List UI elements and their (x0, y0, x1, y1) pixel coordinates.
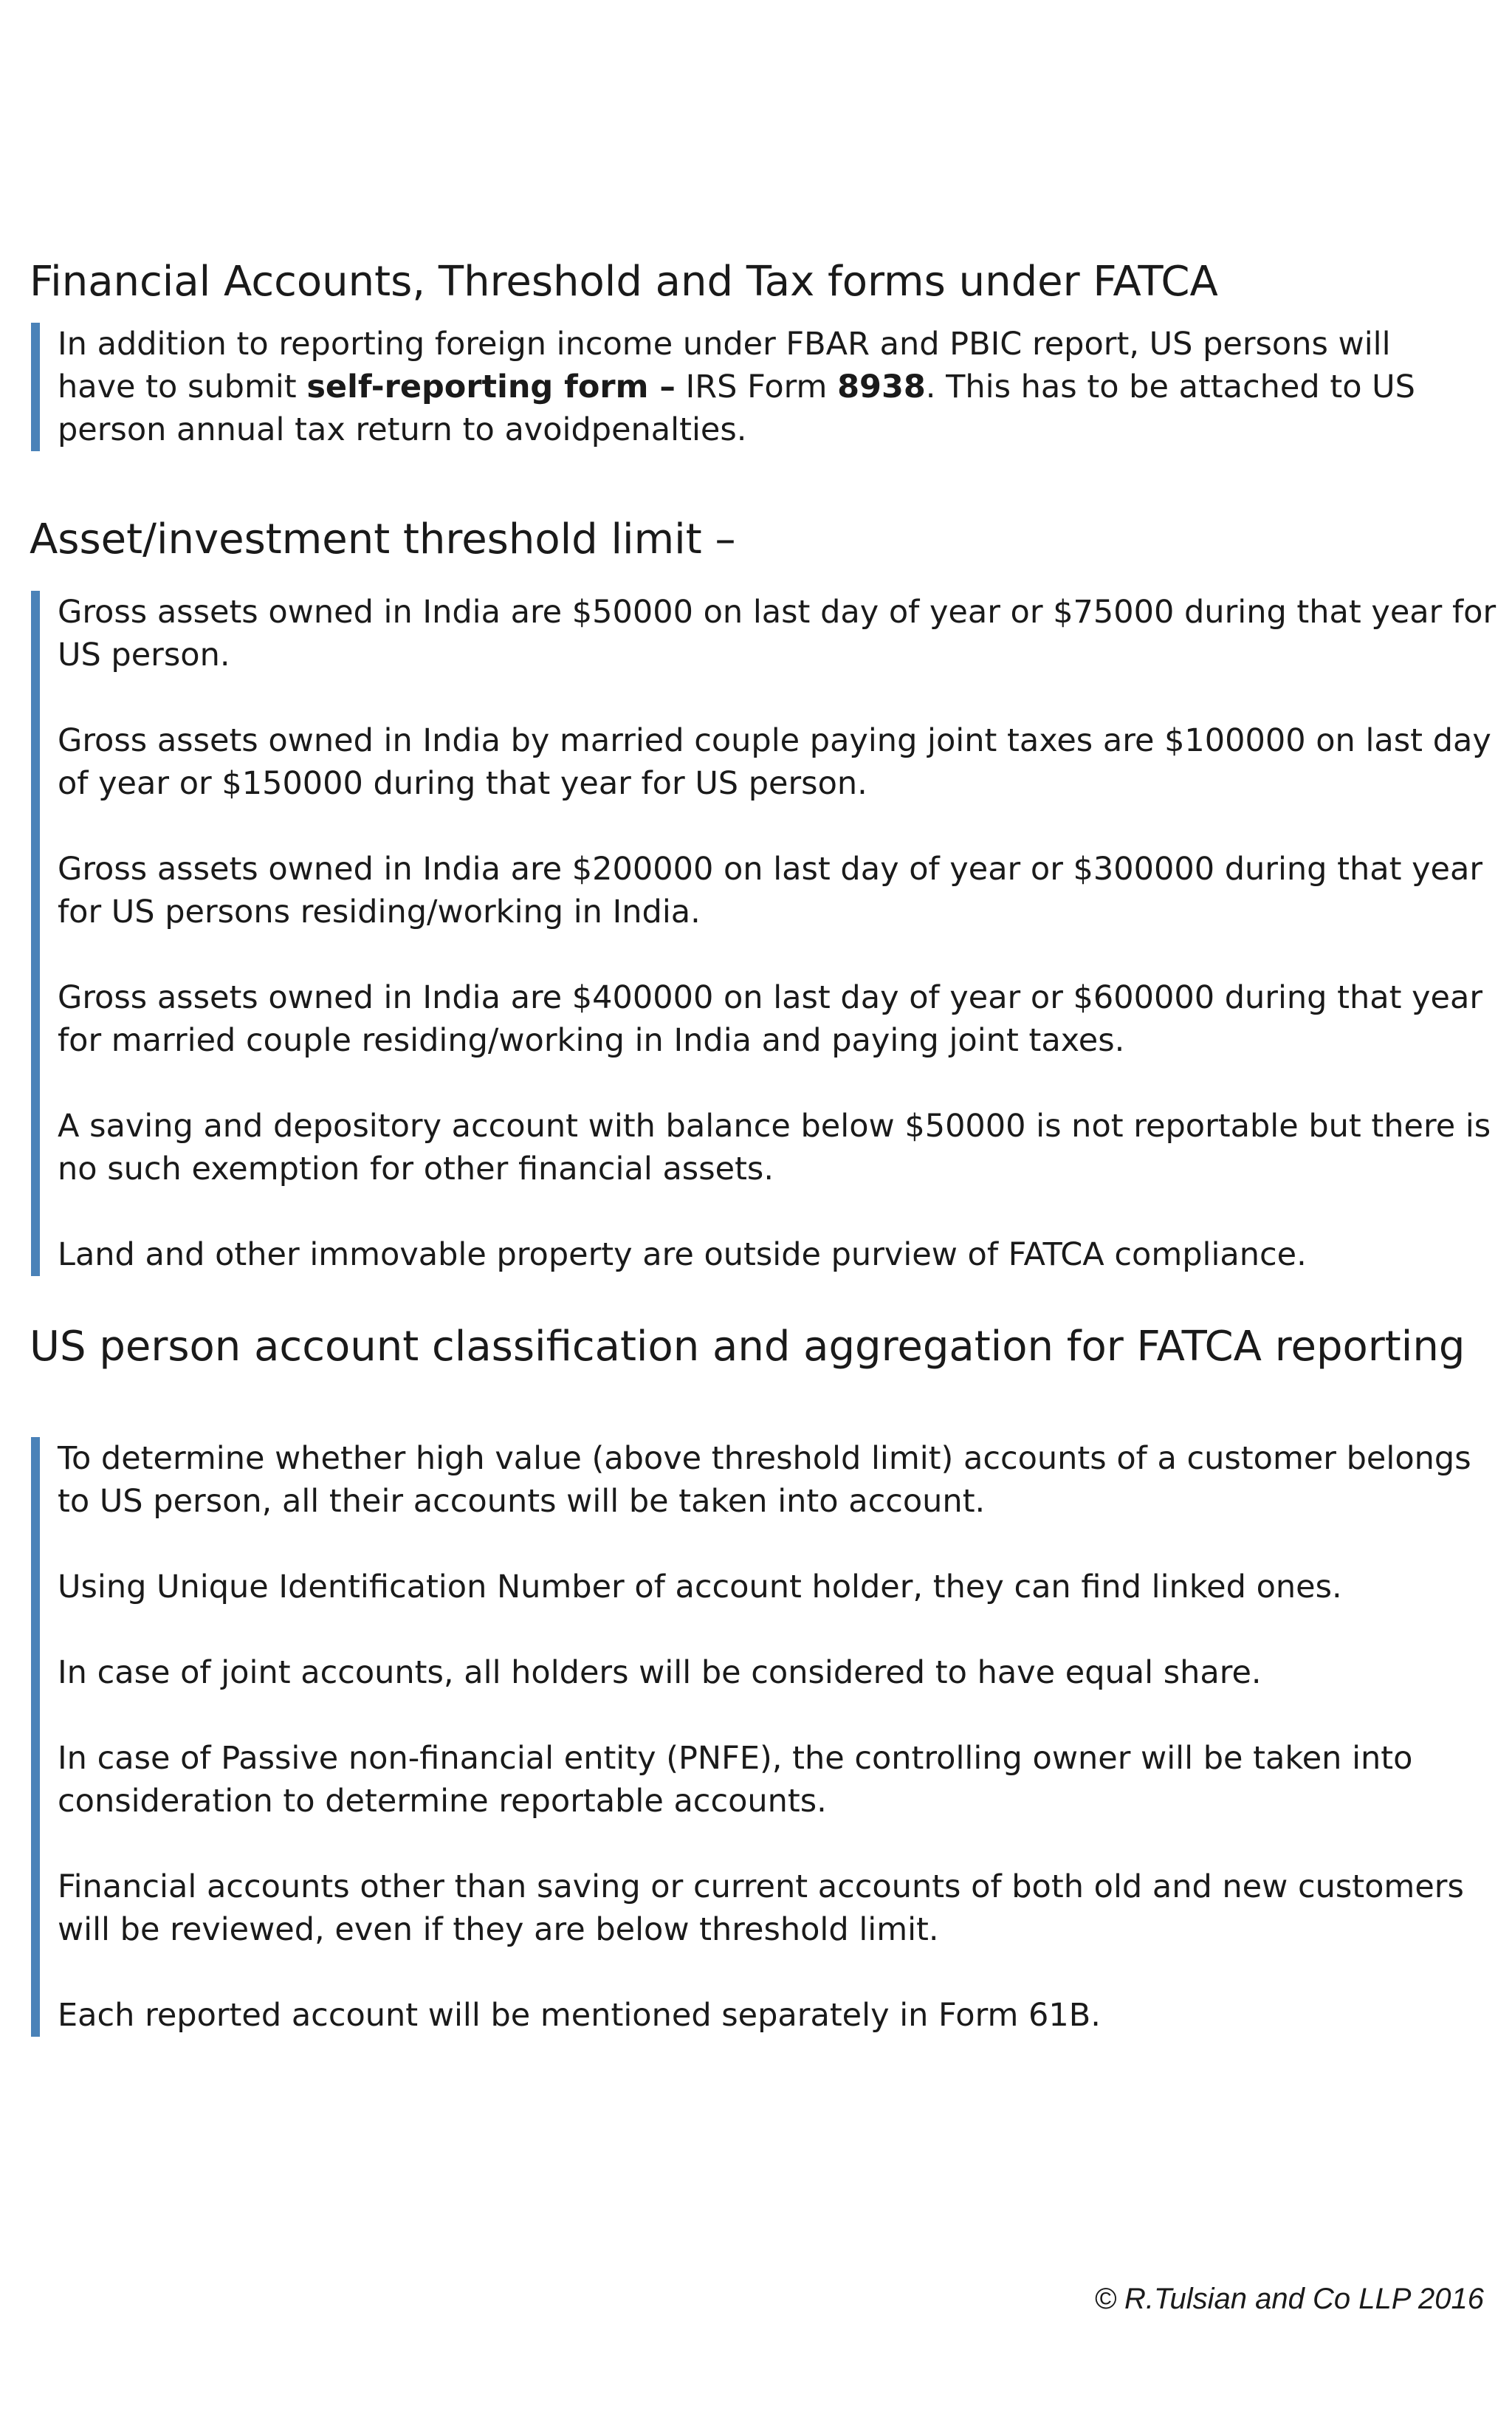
section-title-threshold: Asset/investment threshold limit – (30, 515, 736, 563)
classification-item: Each reported account will be mentioned separately in Form 61B. (58, 1997, 1101, 2034)
intro-text-1: In addition to reporting foreign income under FBAR and PBIC report, US persons will have to submit (58, 326, 1391, 405)
intro-bold-form-number: 8938 (837, 369, 926, 405)
threshold-item: Gross assets owned in India by married couple paying joint taxes are $100000 on last day of year or $150000 during that year for US person. (58, 722, 1491, 802)
classification-block (31, 1437, 1500, 2037)
section-title-classification: US person account classification and aggregation for FATCA reporting (30, 1323, 1465, 1371)
copyright-footer: © R.Tulsian and Co LLP 2016 (1094, 2283, 1484, 2315)
intro-text-2: IRS Form (675, 369, 838, 405)
intro-text-3: . This has to be attached to US person annual tax return to avoidpenalties. (58, 369, 1415, 448)
threshold-item: Gross assets owned in India are $50000 on last day of year or $75000 during that year for US person. (58, 594, 1496, 673)
threshold-item: Gross assets owned in India are $400000 on last day of year or $600000 during that year for married couple residing/working in India and paying joint taxes. (58, 979, 1483, 1059)
intro-block (31, 323, 1471, 451)
threshold-item: A saving and depository account with balance below $50000 is not reportable but there is no such exemption for other financial assets. (58, 1108, 1491, 1187)
classification-item: In case of Passive non-financial entity (PNFE), the controlling owner will be taken into consideration to determine reportable accounts. (58, 1740, 1413, 1820)
classification-item: In case of joint accounts, all holders will be considered to have equal share. (58, 1654, 1262, 1691)
intro-paragraph (58, 323, 1471, 451)
classification-item: Financial accounts other than saving or current accounts of both old and new customers will be reviewed, even if they are below threshold limit. (58, 1868, 1464, 1948)
intro-bold-self-reporting: self-reporting form – (306, 369, 676, 405)
threshold-item: Gross assets owned in India are $200000 on last day of year or $300000 during that year for US persons residing/working in India. (58, 851, 1483, 930)
threshold-block (31, 591, 1500, 1276)
threshold-item: Land and other immovable property are outside purview of FATCA compliance. (58, 1236, 1307, 1273)
classification-item: Using Unique Identification Number of account holder, they can find linked ones. (58, 1569, 1342, 1605)
classification-item: To determine whether high value (above threshold limit) accounts of a customer belongs to US person, all their accounts will be taken into account. (58, 1440, 1471, 1520)
section-title-fatca-forms: Financial Accounts, Threshold and Tax forms under FATCA (30, 258, 1218, 306)
